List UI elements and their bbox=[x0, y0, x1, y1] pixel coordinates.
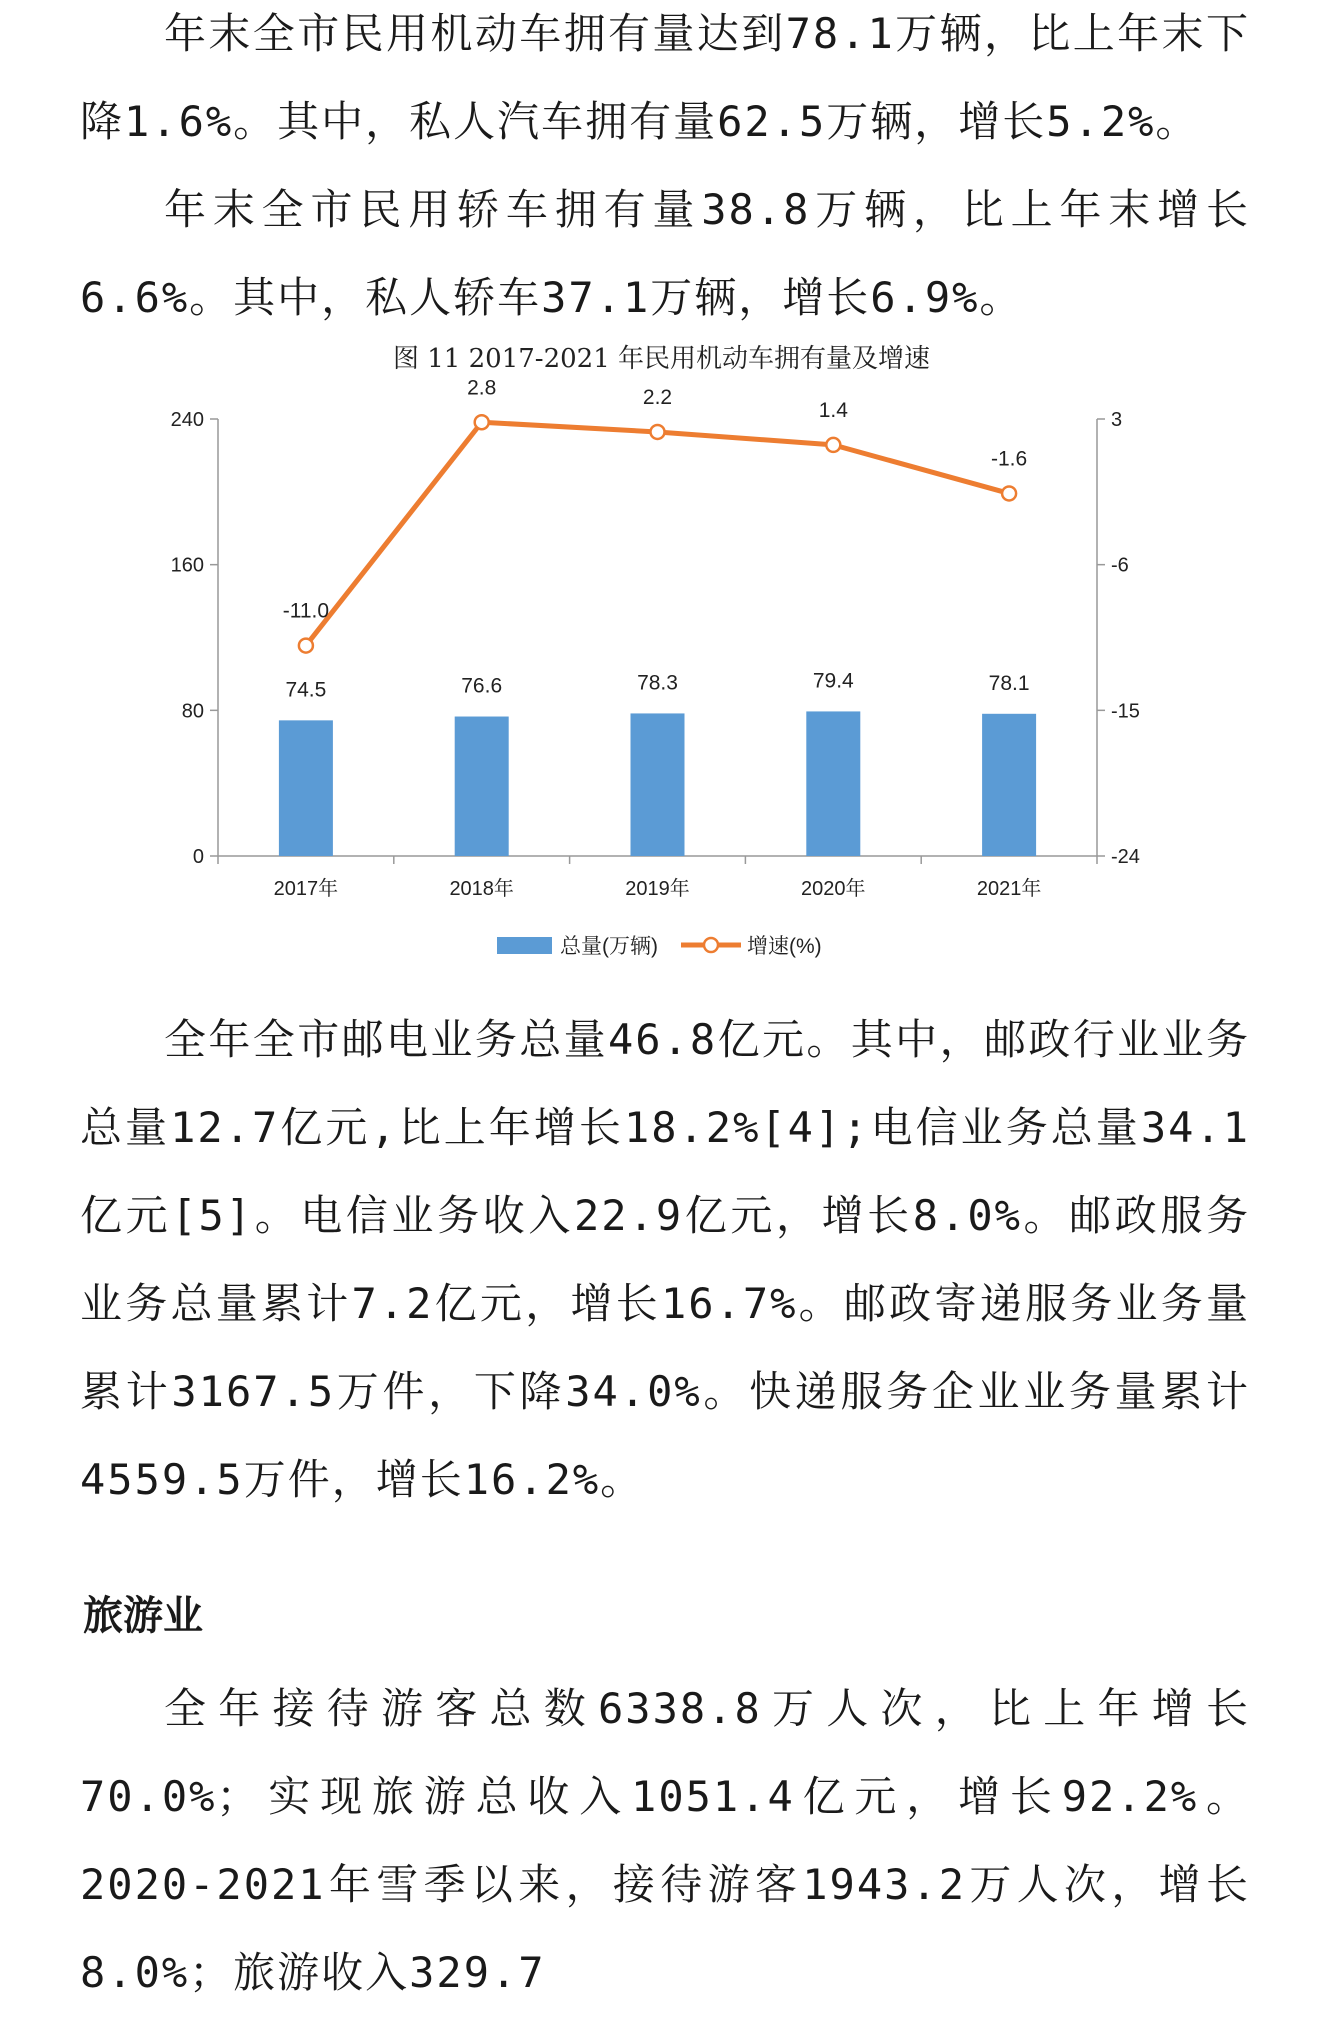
growth-point bbox=[475, 415, 489, 429]
chart-title: 图 11 2017-2021 年民用机动车拥有量及增速 bbox=[393, 344, 930, 374]
bar-data-label: 74.5 bbox=[285, 678, 327, 702]
legend-line-label: 增速(%) bbox=[747, 935, 822, 958]
legend-line-marker bbox=[704, 938, 718, 952]
legend-bar-label: 总量(万辆) bbox=[560, 935, 658, 958]
bar-data-label: 79.4 bbox=[812, 669, 854, 693]
y-right-tick-label: -6 bbox=[1111, 554, 1129, 577]
growth-point bbox=[1002, 486, 1016, 500]
x-tick-label: 2020年 bbox=[801, 878, 866, 900]
y-right-tick-label: 3 bbox=[1111, 409, 1123, 431]
growth-line bbox=[306, 422, 1009, 645]
bar bbox=[279, 720, 333, 856]
bar bbox=[455, 717, 509, 856]
growth-data-label: 2.2 bbox=[642, 385, 673, 409]
paragraph-post-telecom: 全年全市邮电业务总量46.8亿元。其中，邮政行业业务总量12.7亿元,比上年增长18.2%[4];电信业务总量34.1亿元[5]。电信业务收入22.9亿元，增长8.0%。邮政服务业务总量累计7.2亿元，增长16.7%。邮政寄递服务业务量累计3167.5万件，下降34.0%。快递服务企业业务量累计4559.5万件，增长16.2%。 bbox=[80, 1015, 1250, 1504]
x-tick-label: 2018年 bbox=[449, 878, 514, 900]
y-left-tick-label: 80 bbox=[181, 700, 204, 723]
vehicle-chart bbox=[0, 380, 1323, 980]
growth-data-label: 1.4 bbox=[818, 398, 848, 422]
y-left-tick-label: 160 bbox=[170, 554, 204, 577]
x-tick-label: 2021年 bbox=[976, 878, 1042, 900]
y-right-tick-label: -15 bbox=[1111, 700, 1140, 723]
bar-data-label: 78.1 bbox=[988, 671, 1030, 695]
bar bbox=[631, 713, 685, 856]
y-left-tick-label: 240 bbox=[170, 409, 204, 431]
growth-data-label: 2.8 bbox=[467, 380, 497, 400]
paragraph-motor-vehicles: 年末全市民用机动车拥有量达到78.1万辆，比上年末下降1.6%。其中，私人汽车拥有量62.5万辆，增长5.2%。 bbox=[80, 9, 1250, 146]
bar-data-label: 78.3 bbox=[637, 671, 678, 695]
x-tick-label: 2017年 bbox=[273, 878, 339, 900]
growth-data-label: -11.0 bbox=[282, 599, 330, 623]
legend-bar-swatch bbox=[497, 937, 552, 954]
bar bbox=[806, 711, 860, 856]
x-tick-label: 2019年 bbox=[625, 878, 690, 900]
section-heading-tourism: 旅游业 bbox=[83, 1593, 203, 1639]
paragraph-cars: 年末全市民用轿车拥有量38.8万辆，比上年末增长6.6%。其中，私人轿车37.1万辆，增长6.9%。 bbox=[80, 185, 1250, 322]
bar-data-label: 76.6 bbox=[461, 674, 503, 698]
y-right-tick-label: -24 bbox=[1111, 846, 1140, 868]
paragraph-tourism: 全年接待游客总数6338.8万人次，比上年增长70.0%；实现旅游总收入1051.4亿元，增长92.2%。2020-2021年雪季以来，接待游客1943.2万人次，增长8.0%；旅游收入329.7 bbox=[80, 1684, 1250, 1997]
bar bbox=[982, 714, 1036, 856]
growth-point bbox=[299, 639, 313, 653]
growth-data-label: -1.6 bbox=[991, 447, 1028, 471]
growth-point bbox=[826, 438, 840, 452]
y-left-tick-label: 0 bbox=[192, 846, 204, 868]
growth-point bbox=[651, 425, 665, 439]
